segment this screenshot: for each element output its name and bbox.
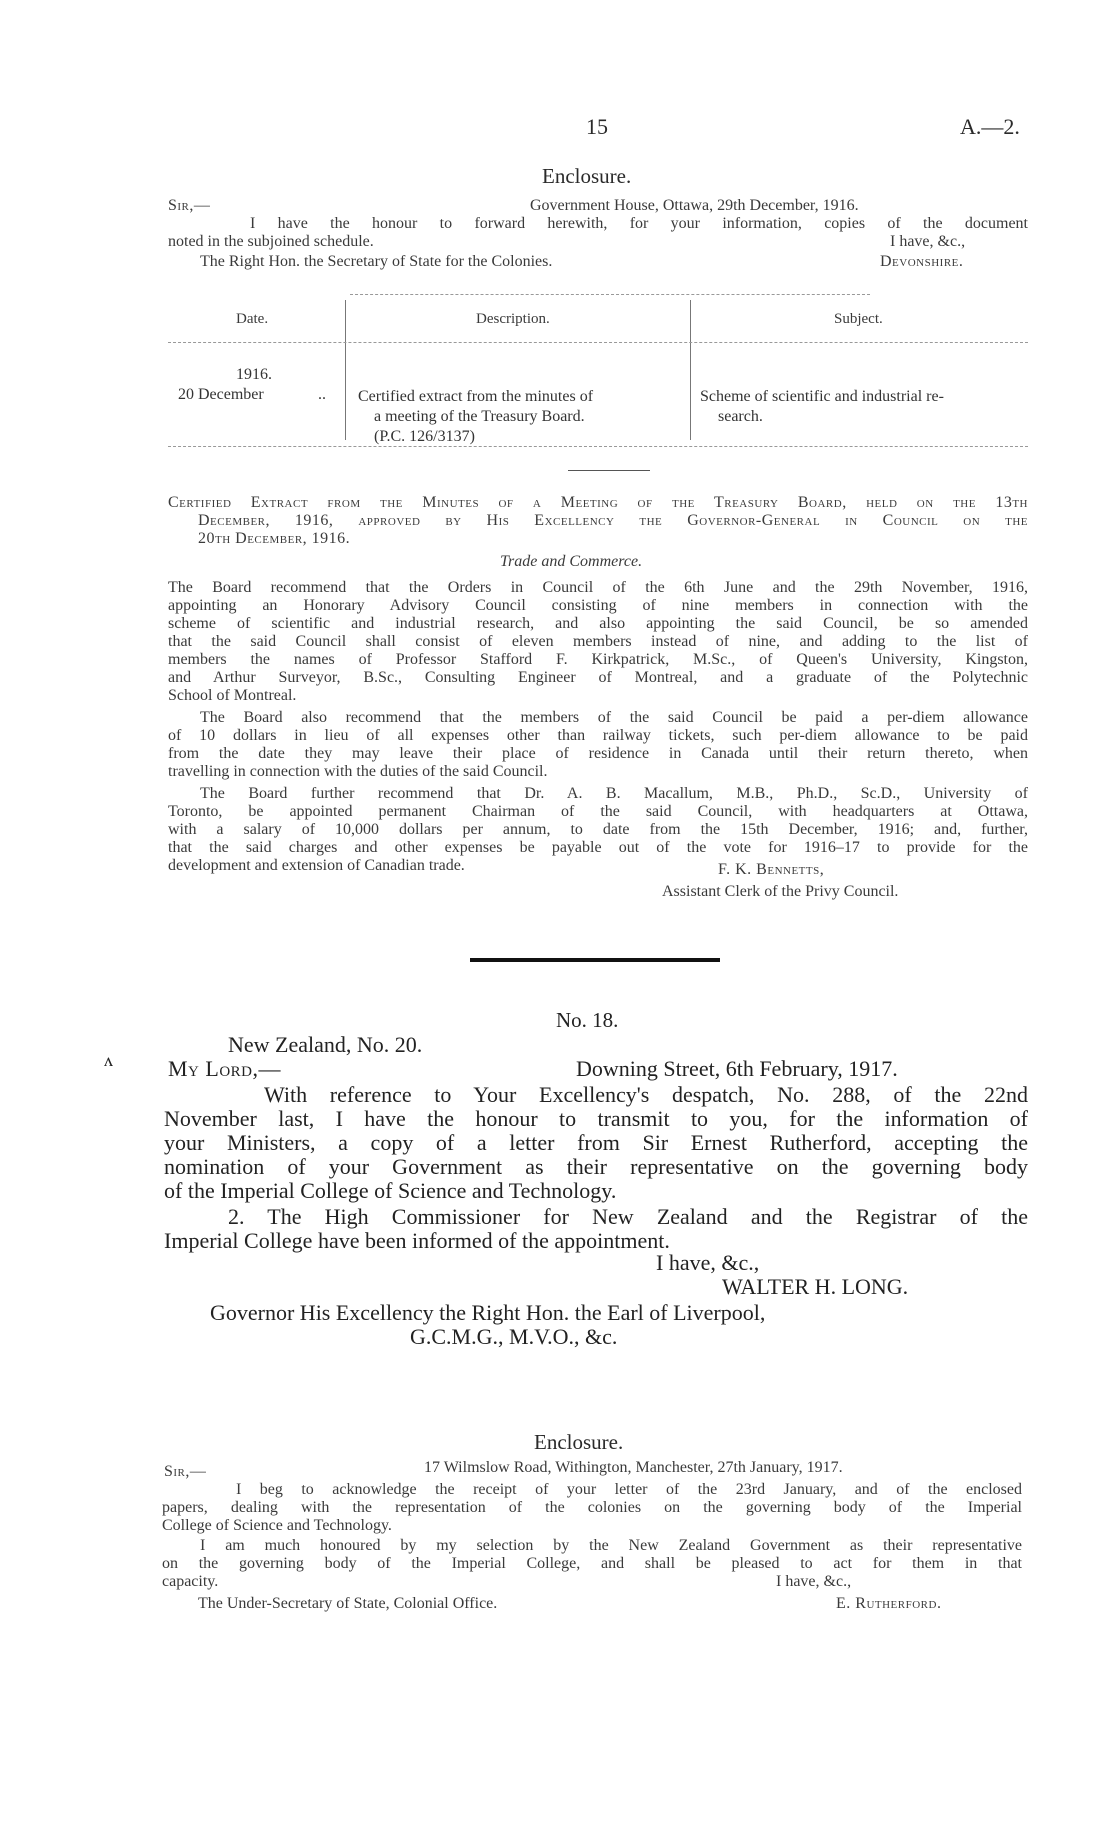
paragraph-line: scheme of scientific and industrial research, and also appointing the said Council, be so amended <box>168 615 1028 632</box>
paragraph-line: travelling in connection with the duties of the said Council. <box>168 763 548 780</box>
paragraph-line: and Arthur Surveyor, B.Sc., Consulting Engineer of Montreal, and a graduate of the Polytechnic <box>168 669 1028 686</box>
table-rule <box>168 342 1028 343</box>
addressee: The Right Hon. the Secretary of State for the Colonies. <box>200 253 553 270</box>
closing: I have, &c., <box>656 1250 760 1275</box>
closing: I have, &c., <box>776 1573 852 1590</box>
enclosure-heading: Enclosure. <box>534 1430 624 1454</box>
paragraph-line: The Board also recommend that the members of the said Council be paid a per-diem allowance <box>200 709 1028 726</box>
series-code: A.—2. <box>960 114 1020 139</box>
paragraph-line: that the said Council shall consist of eleven members instead of nine, and adding to the list of <box>168 633 1028 650</box>
letter-line: I am much honoured by my selection by the New Zealand Government as their representative <box>200 1537 1022 1554</box>
column-divider <box>690 300 691 440</box>
addressee: G.C.M.G., M.V.O., &c. <box>410 1324 618 1349</box>
table-cell-year: 1916. <box>236 366 272 383</box>
table-cell-subject: Scheme of scientific and industrial re- <box>700 388 944 405</box>
section-divider <box>568 470 650 471</box>
address-date: 17 Wilmslow Road, Withington, Manchester, 27th January, 1917. <box>424 1459 843 1476</box>
letter-line: on the governing body of the Imperial College, and shall be pleased to act for them in that <box>162 1555 1022 1572</box>
signature: Devonshire. <box>880 253 964 270</box>
signer-name: F. K. Bennetts, <box>718 861 825 878</box>
salutation: My Lord,— <box>168 1056 282 1081</box>
letter-line: I beg to acknowledge the receipt of your letter of the 23rd January, and of the enclosed <box>236 1481 1022 1498</box>
reference: New Zealand, No. 20. <box>228 1032 423 1057</box>
signer-title: Assistant Clerk of the Privy Council. <box>662 883 899 900</box>
address-date: Downing Street, 6th February, 1917. <box>576 1056 898 1081</box>
salutation: Sir,— <box>168 197 211 214</box>
table-rule <box>168 446 1028 447</box>
letter-line: of the Imperial College of Science and Technology. <box>164 1178 617 1203</box>
letter-line: Imperial College have been informed of the appointment. <box>164 1228 670 1253</box>
signature: E. Rutherford. <box>836 1595 942 1612</box>
addressee: Governor His Excellency the Right Hon. the Earl of Liverpool, <box>210 1300 766 1325</box>
margin-mark-icon: ʌ <box>104 1050 113 1070</box>
extract-title: Certified Extract from the Minutes of a Meeting of the Treasury Board, held on the 13th <box>168 494 1028 511</box>
extract-subtitle: Trade and Commerce. <box>500 553 643 570</box>
document-number: No. 18. <box>556 1008 619 1032</box>
table-cell-date: 20 December <box>178 386 264 403</box>
table-cell-subject: search. <box>718 408 763 425</box>
paragraph-line: development and extension of Canadian trade. <box>168 857 465 874</box>
column-header-description: Description. <box>476 311 550 327</box>
table-cell-dots: .. <box>318 386 326 403</box>
paragraph-line: with a salary of 10,000 dollars per annum, to date from the 15th December, 1916; and, further, <box>168 821 1028 838</box>
letter-line: capacity. <box>162 1573 219 1590</box>
section-divider <box>470 958 720 962</box>
extract-title: 20th December, 1916. <box>198 530 351 547</box>
letter-line: papers, dealing with the representation of the colonies on the governing body of the Imperial <box>162 1499 1022 1516</box>
letter-line: your Ministers, a copy of a letter from Sir Ernest Rutherford, accepting the <box>164 1130 1028 1155</box>
page-number: 15 <box>586 114 608 139</box>
table-cell-description: Certified extract from the minutes of <box>358 388 594 405</box>
addressee: The Under-Secretary of State, Colonial Office. <box>198 1595 498 1612</box>
letter-line: 2. The High Commissioner for New Zealand and the Registrar of the <box>228 1204 1028 1229</box>
signature: WALTER H. LONG. <box>722 1274 909 1299</box>
table-cell-description: (P.C. 126/3137) <box>374 428 475 445</box>
paragraph-line: members the names of Professor Stafford F. Kirkpatrick, M.Sc., of Queen's University, Kingston, <box>168 651 1028 668</box>
column-header-subject: Subject. <box>834 311 883 327</box>
letter-line: nomination of your Government as their representative on the governing body <box>164 1154 1028 1179</box>
table-rule <box>350 294 870 295</box>
paragraph-line: appointing an Honorary Advisory Council consisting of nine members in connection with the <box>168 597 1028 614</box>
table-cell-description: a meeting of the Treasury Board. <box>374 408 585 425</box>
body-line: noted in the subjoined schedule. <box>168 233 374 250</box>
body-line: I have the honour to forward herewith, for your information, copies of the document <box>250 215 1028 232</box>
column-header-date: Date. <box>236 311 269 327</box>
paragraph-line: of 10 dollars in lieu of all expenses other than railway tickets, such per-diem allowance to be paid <box>168 727 1028 744</box>
extract-title: December, 1916, approved by His Excellency the Governor-General in Council on the <box>198 512 1028 529</box>
paragraph-line: School of Montreal. <box>168 687 297 704</box>
letter-line: With reference to Your Excellency's despatch, No. 288, of the 22nd <box>264 1082 1028 1107</box>
enclosure-heading: Enclosure. <box>542 164 632 188</box>
closing: I have, &c., <box>890 233 966 250</box>
letter-line: November last, I have the honour to transmit to you, for the information of <box>164 1106 1028 1131</box>
address-date: Government House, Ottawa, 29th December, 1916. <box>530 197 859 214</box>
paragraph-line: The Board recommend that the Orders in Council of the 6th June and the 29th November, 1916, <box>168 579 1028 596</box>
column-divider <box>345 300 346 440</box>
paragraph-line: Toronto, be appointed permanent Chairman of the said Council, with headquarters at Ottawa, <box>168 803 1028 820</box>
letter-line: College of Science and Technology. <box>162 1517 392 1534</box>
paragraph-line: from the date they may leave their place of residence in Canada until their return thereto, when <box>168 745 1028 762</box>
paragraph-line: that the said charges and other expenses be payable out of the vote for 1916–17 to provide for the <box>168 839 1028 856</box>
paragraph-line: The Board further recommend that Dr. A. B. Macallum, M.B., Ph.D., Sc.D., University of <box>200 785 1028 802</box>
salutation: Sir,— <box>164 1463 207 1480</box>
